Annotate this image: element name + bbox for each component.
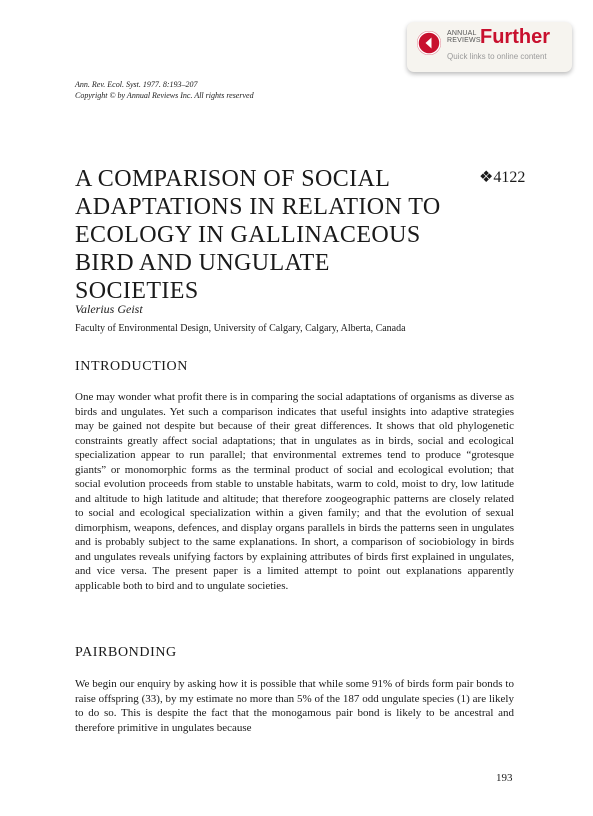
section-heading-pairbonding: PAIRBONDING [75,645,177,660]
introduction-paragraph: One may wonder what profit there is in comparing the social adaptations of organisms as diverse as birds and ungulates. Yet such a comparison indicates that useful insights into adaptive strategies may be gained not despite but because of their great differences. It shows that old phylogenetic constraints greatly affect social adaptations; that in ungulates as in birds, social and ecological specialization appear to run parallel; that environmental extremes tend to produce “grotesque giants” or monomorphic forms as the terminal product of social and ecological evolution; that social evolution proceeds from stable to unstable habitats, warm to cold, moist to dry, low latitude and altitude to high latitude and altitude; that therefore zoogeographic patterns are closely related to social and ecological specialization within a given family; and that the evolution of sexual dimorphism, weapons, defences, and display organs parallels in birds the patterns seen in ungulates and is probably subject to the same explanations. In short, a comparison of sociobiology in birds and ungulates reveals unifying factors by explaining attributes of birds first explained in ungulates, and vice versa. The present paper is a limited attempt to point out explanations apparently applicable both to bird and to ungulate societies. [75,391,514,592]
badge-brand-text: Further [480,26,550,48]
author-name: Valerius Geist [75,302,143,316]
article-id: ❖4122 [479,169,526,186]
badge-annual-text: ANNUAL [447,30,477,37]
section-heading-introduction: INTRODUCTION [75,359,188,374]
pairbonding-paragraph: We begin our enquiry by asking how it is possible that while some 91% of birds form pair bonds to raise offspring (33), by my estimate no more than 5% of the 187 odd ungulate species (1) are likely to do so. This is despite the fact that the monogamous pair bond is likely to be ancestral and therefore primitive in ungulates because [75,678,514,734]
badge-reviews-text: REVIEWS [447,37,481,44]
article-title: A COMPARISON OF SOCIAL ADAPTATIONS IN RELATION TO ECOLOGY IN GALLINACEOUS BIRD AND UNGULATE SOCIETIES [75,166,441,304]
page-number: 193 [496,772,513,784]
copyright-notice: Copyright © by Annual Reviews Inc. All rights reserved [75,91,254,100]
further-badge[interactable] [407,22,572,72]
author-affiliation: Faculty of Environmental Design, University of Calgary, Calgary, Alberta, Canada [75,323,406,334]
journal-citation: Ann. Rev. Ecol. Syst. 1977. 8:193–207 [75,80,198,89]
arrow-left-circle-icon[interactable] [417,31,441,55]
badge-tagline[interactable]: Quick links to online content [447,52,547,61]
